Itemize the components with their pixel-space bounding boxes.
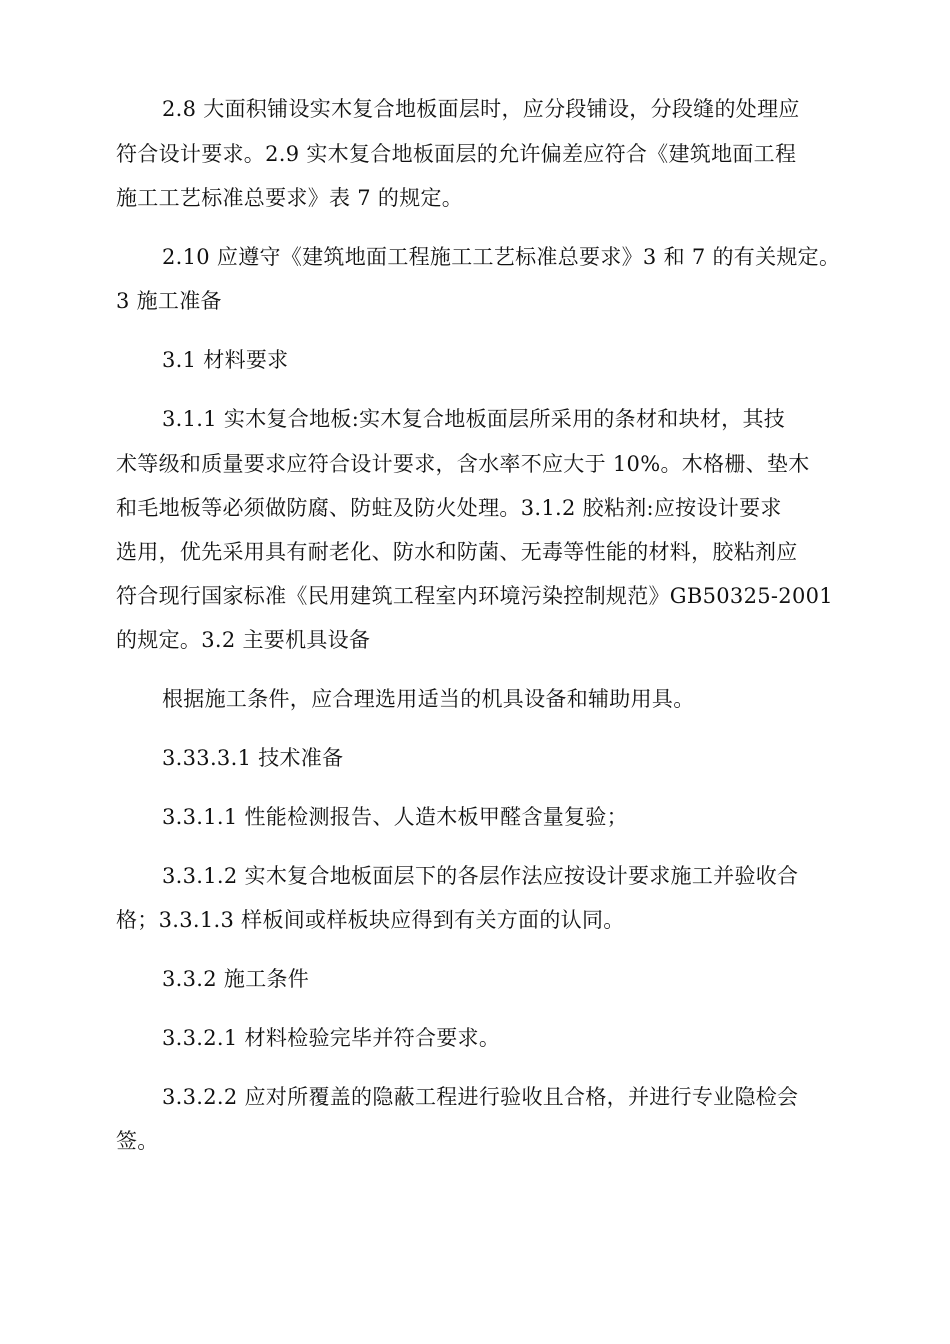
text-line: 3.1.1 实木复合地板:实木复合地板面层所采用的条材和块材，其技 xyxy=(162,407,786,431)
text-line: 3.3.2.2 应对所覆盖的隐蔽工程进行验收且合格，并进行专业隐检会 xyxy=(162,1085,799,1109)
text-line: 根据施工条件，应合理选用适当的机具设备和辅助用具。 xyxy=(162,687,695,711)
subsection-heading: 3.1 材料要求 xyxy=(162,348,289,372)
text-line: 2.8 大面积铺设实木复合地板面层时，应分段铺设，分段缝的处理应 xyxy=(162,97,800,121)
text-line: 符合设计要求。2.9 实木复合地板面层的允许偏差应符合《建筑地面工程 xyxy=(116,142,797,166)
text-line: 术等级和质量要求应符合设计要求，含水率不应大于 10%。木格栅、垫木 xyxy=(116,452,810,476)
subsection-heading: 3.33.3.1 技术准备 xyxy=(162,746,344,770)
text-line: 2.10 应遵守《建筑地面工程施工工艺标准总要求》3 和 7 的有关规定。 xyxy=(162,245,841,269)
text-line: 的规定。3.2 主要机具设备 xyxy=(116,628,371,652)
text-line: 签。 xyxy=(116,1129,159,1153)
text-line: 格；3.3.1.3 样板间或样板块应得到有关方面的认同。 xyxy=(116,908,625,932)
text-line: 选用，优先采用具有耐老化、防水和防菌、无毒等性能的材料，胶粘剂应 xyxy=(116,540,798,564)
text-line: 符合现行国家标准《民用建筑工程室内环境污染控制规范》GB50325-2001 xyxy=(116,584,833,608)
text-line: 施工工艺标准总要求》表 7 的规定。 xyxy=(116,186,464,210)
text-line: 3.3.2.1 材料检验完毕并符合要求。 xyxy=(162,1026,501,1050)
text-line: 3.3.1.1 性能检测报告、人造木板甲醛含量复验； xyxy=(162,805,628,829)
subsection-heading: 3.3.2 施工条件 xyxy=(162,967,310,991)
text-line: 和毛地板等必须做防腐、防蛀及防火处理。3.1.2 胶粘剂:应按设计要求 xyxy=(116,496,782,520)
text-line: 3.3.1.2 实木复合地板面层下的各层作法应按设计要求施工并验收合 xyxy=(162,864,799,888)
section-heading: 3 施工准备 xyxy=(116,289,222,313)
